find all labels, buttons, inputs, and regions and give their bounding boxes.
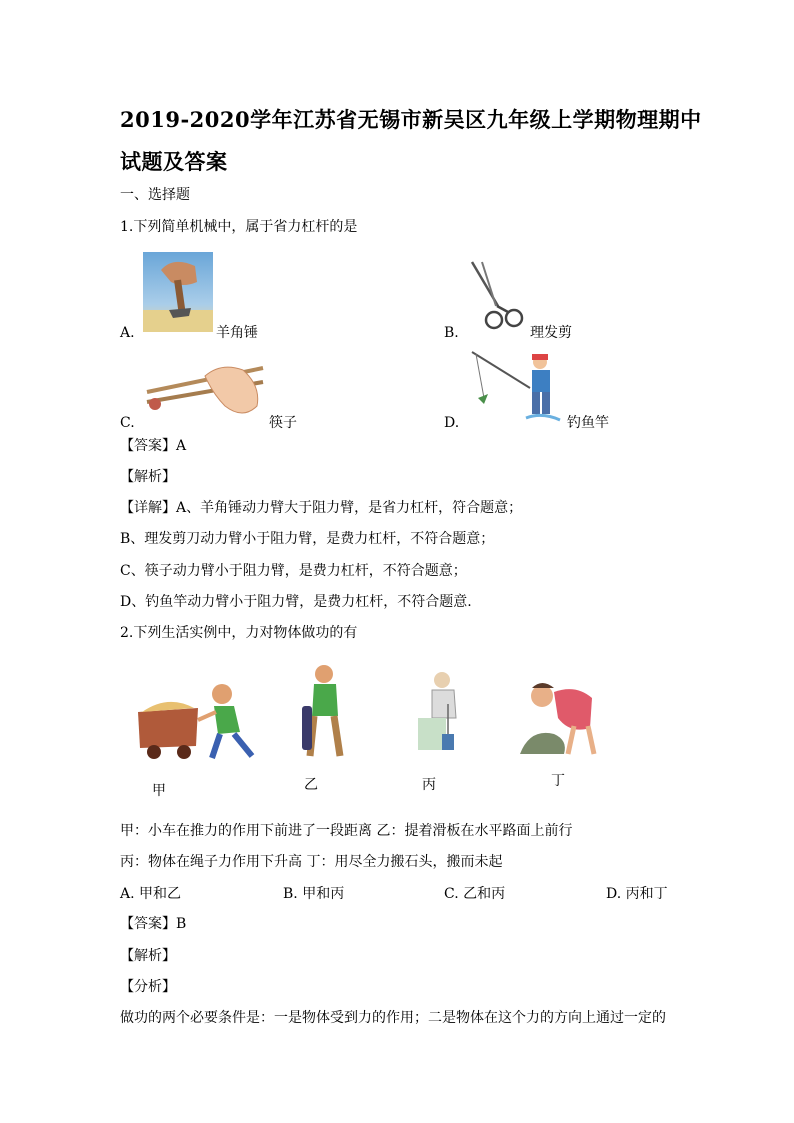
section-heading: 一、选择题: [120, 187, 190, 203]
q1-analysis: 【解析】: [120, 469, 176, 485]
q2-option-b: B. 甲和丙: [283, 886, 345, 902]
lift-stone-image: [514, 678, 604, 758]
skateboard-image: [296, 660, 346, 764]
q2-analysis: 【解析】: [120, 948, 176, 964]
q2-stem: 2.下列生活实例中，力对物体做功的有: [120, 625, 358, 641]
page-title: 2019-2020学年江苏省无锡市新吴区九年级上学期物理期中: [120, 107, 702, 132]
q2-answer: 【答案】B: [120, 916, 187, 932]
q2-figure-label-yi: 乙: [304, 777, 318, 793]
q1-option-d-key: D.: [444, 415, 460, 431]
q2-text: 做功的两个必要条件是：一是物体受到力的作用；二是物体在这个力的方向上通过一定的: [120, 1010, 666, 1026]
q2-figure-label-jia: 甲: [152, 783, 166, 799]
claw-hammer-image: [143, 252, 213, 332]
q2-fenxi: 【分析】: [120, 979, 176, 995]
q1-option-c-label: 筷子: [269, 415, 297, 431]
q1-detail-3: C、筷子动力臂小于阻力臂，是费力杠杆，不符合题意；: [120, 563, 467, 579]
q1-stem: 1.下列简单机械中，属于省力杠杆的是: [120, 219, 358, 235]
q2-desc-line2: 丙：物体在绳子力作用下升高 丁：用尽全力搬石头，搬而未起: [120, 854, 503, 870]
q2-option-c: C. 乙和丙: [444, 886, 506, 902]
fishing-rod-image: [470, 348, 562, 428]
q1-option-d-label: 钓鱼竿: [567, 415, 609, 431]
q1-option-c-key: C.: [120, 415, 135, 431]
pushing-cart-image: [134, 678, 264, 764]
q2-desc-line1: 甲：小车在推力的作用下前进了一段距离 乙：提着滑板在水平路面上前行: [120, 823, 573, 839]
q2-figure-label-ding: 丁: [551, 773, 565, 789]
chopsticks-image: [143, 362, 267, 424]
q2-option-a: A. 甲和乙: [120, 886, 182, 902]
q1-option-b-key: B.: [444, 325, 459, 341]
q2-figure-label-bing: 丙: [422, 777, 436, 793]
q2-option-d: D. 丙和丁: [606, 886, 668, 902]
q1-option-b-label: 理发剪: [530, 325, 572, 341]
q1-option-a-key: A.: [120, 325, 135, 341]
q1-detail-4: D、钓鱼竿动力臂小于阻力臂，是费力杠杆，不符合题意.: [120, 594, 472, 610]
page-title-line2: 试题及答案: [120, 149, 228, 174]
q1-option-a-label: 羊角锤: [216, 325, 258, 341]
scissors-image: [468, 260, 526, 334]
q1-answer: 【答案】A: [120, 438, 187, 454]
rope-lift-image: [414, 668, 464, 756]
q1-detail-2: B、理发剪刀动力臂小于阻力臂，是费力杠杆，不符合题意；: [120, 531, 495, 547]
q1-detail-1: 【详解】A、羊角锤动力臂大于阻力臂，是省力杠杆，符合题意；: [120, 500, 523, 516]
